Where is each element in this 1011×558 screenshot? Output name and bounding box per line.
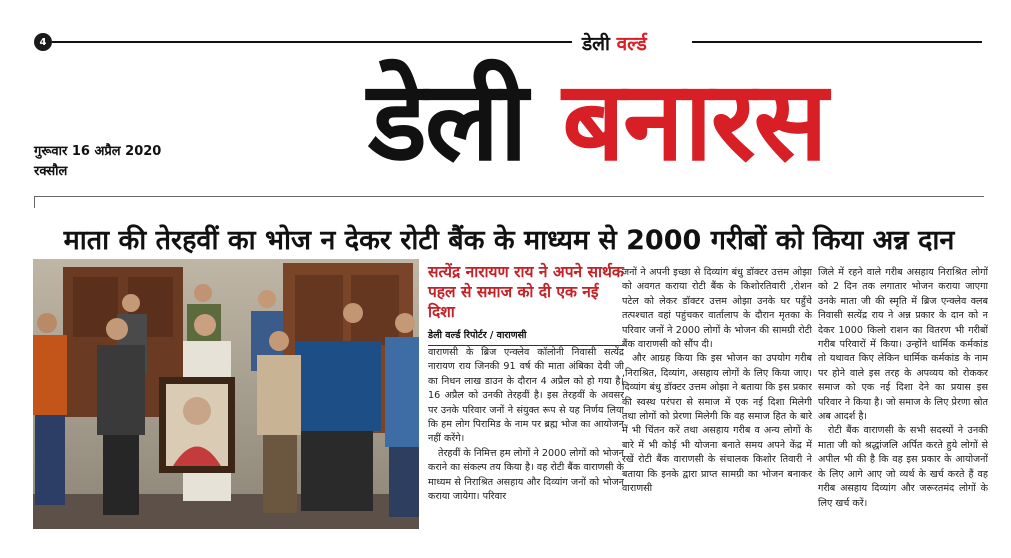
dateline-place: रक्सौल (34, 164, 68, 179)
dateline-date: गुरूवार 16 अप्रैल 2020 (34, 144, 162, 159)
article-subheadline: सत्येंद्र नारायण राय ने अपने सार्थक पहल से समाज को दी एक नई दिशा (428, 263, 624, 321)
top-rule (52, 41, 572, 43)
page-number-badge: 4 (34, 33, 52, 51)
brand-small-logo (582, 30, 647, 56)
column-3-paragraph-2: रोटी बैंक वाराणसी के सभी सदस्यों ने उनकी माता जी को श्रद्धांजलि अर्पित करते हुये लोगों से अपील भी की है कि वह इस प्रकार के आयोजनों के लिए आगे आए जो व्यर्थ के खर्च करते हैं वह गरीब असहाय दिव्यांग और जरूरतमंद लोगों के लिए खर्च करें। (818, 425, 988, 509)
column-1-paragraph-2: तेरहवीं के निमित्त हम लोगों ने 2000 लोगों को भोजन कराने का संकल्प तय किया है। वह रोटी बैंक वाराणसी के माध्यम से निराश्रित असहाय और दिव्यांग जनों को भोजन कराया जायेगा। परिवार (428, 447, 624, 503)
article-column-1 (428, 346, 624, 531)
article-photo (33, 259, 419, 529)
top-rule-right (692, 41, 982, 43)
article-headline: माता की तेरहवीं का भोज न देकर रोटी बैंक के माध्यम से 2000 गरीबों को किया अन्न दान (63, 225, 955, 256)
article-byline: डेली वर्ल्ड रिपोर्टर / वाराणसी (428, 328, 624, 346)
article-column-3 (818, 266, 988, 536)
section-rule-tick (34, 196, 35, 208)
section-rule (34, 196, 984, 197)
column-2-paragraph-1: जनों ने अपनी इच्छा से दिव्यांग बंधु डॉक्टर उत्तम ओझा को अवगत कराया रोटी बैंक के किशोरतिवारी ,रोशन पटेल को लेकर डॉक्टर उत्तम ओझा उनके घर पहुँचे तत्पश्चात वहां पहुंचकर वार्तालाप के दौरान मृतका के परिवार जनों ने 2000 लोगों के भोजन की सामग्री रोटी बैंक वाराणसी को सौंप दी। (622, 267, 812, 351)
masthead-part2: बनारस (562, 57, 826, 185)
article-column-2 (622, 266, 812, 536)
column-2-paragraph-2: और आग्रह किया कि इस भोजन का उपयोग गरीब ,निराश्रित, दिव्यांग, असहाय लोगों के लिए किया जाए। दिव्यांग बंधु डॉक्टर उत्तम ओझा ने बताया कि इस प्रकार की स्वस्थ परंपरा से समाज में एक नई दिशा मिलेगी तथा लोगों को प्रेरणा मिलेगी कि वह समाज हित के बारे में भी चिंतन करें तथा असहाय गरीब व अन्य लोगों के बारे में भी कोई भी योजना बनाते समय अपने केंद्र में रखें रोटी बैंक वाराणसी के संचालक किशोर तिवारी ने बताया कि इनके द्वारा प्राप्त सामग्री का भोजन बनाकर वाराणसी (622, 353, 812, 495)
brand-small-part2: वर्ल्ड (616, 33, 647, 55)
masthead-part1: डेली (368, 57, 526, 185)
masthead (368, 57, 826, 185)
brand-small-part1: डेली (582, 33, 610, 55)
dateline (34, 142, 161, 182)
column-3-paragraph-1: जिले में रहने वाले गरीब असहाय निराश्रित लोगों को 2 दिन तक लगातार भोजन कराया जाएगा उनके माता जी की स्मृति में ब्रिज एन्क्लेव क्लब निवासी सत्येंद्र राय ने अन्न प्रकार के दान को न देकर 1000 किलो राशन का वितरण भी गरीबों गरीब परिवारों में किया। उन्होंने धार्मिक कर्मकांड तो यथावत किए लेकिन धार्मिक कर्मकांड के नाम पर होने वाले इस तरह के अपव्यय को रोककर समाज को एक नई दिशा देने का प्रयास इस परिवार ने किया है। जो समाज के लिए प्रेरणा स्रोत अब आदर्श है। (818, 267, 988, 423)
column-1-paragraph-1: वाराणसी के ब्रिज एन्क्लेव कॉलोनी निवासी सत्येंद्र नारायण राय जिनकी 91 वर्ष की माता अंबिका देवी जी का निधन लाख डाउन के दौरान 4 अप्रैल को हो गया है। 16 अप्रैल को उनकी तेरहवीं है। इस तेरहवीं के अवसर पर उनके परिवार जनों ने संयुक्त रूप से यह निर्णय लिया कि हम लोग पिरामिड के नाम पर ब्रह्म भोज का आयोजन नहीं करेंगे। (428, 347, 624, 445)
